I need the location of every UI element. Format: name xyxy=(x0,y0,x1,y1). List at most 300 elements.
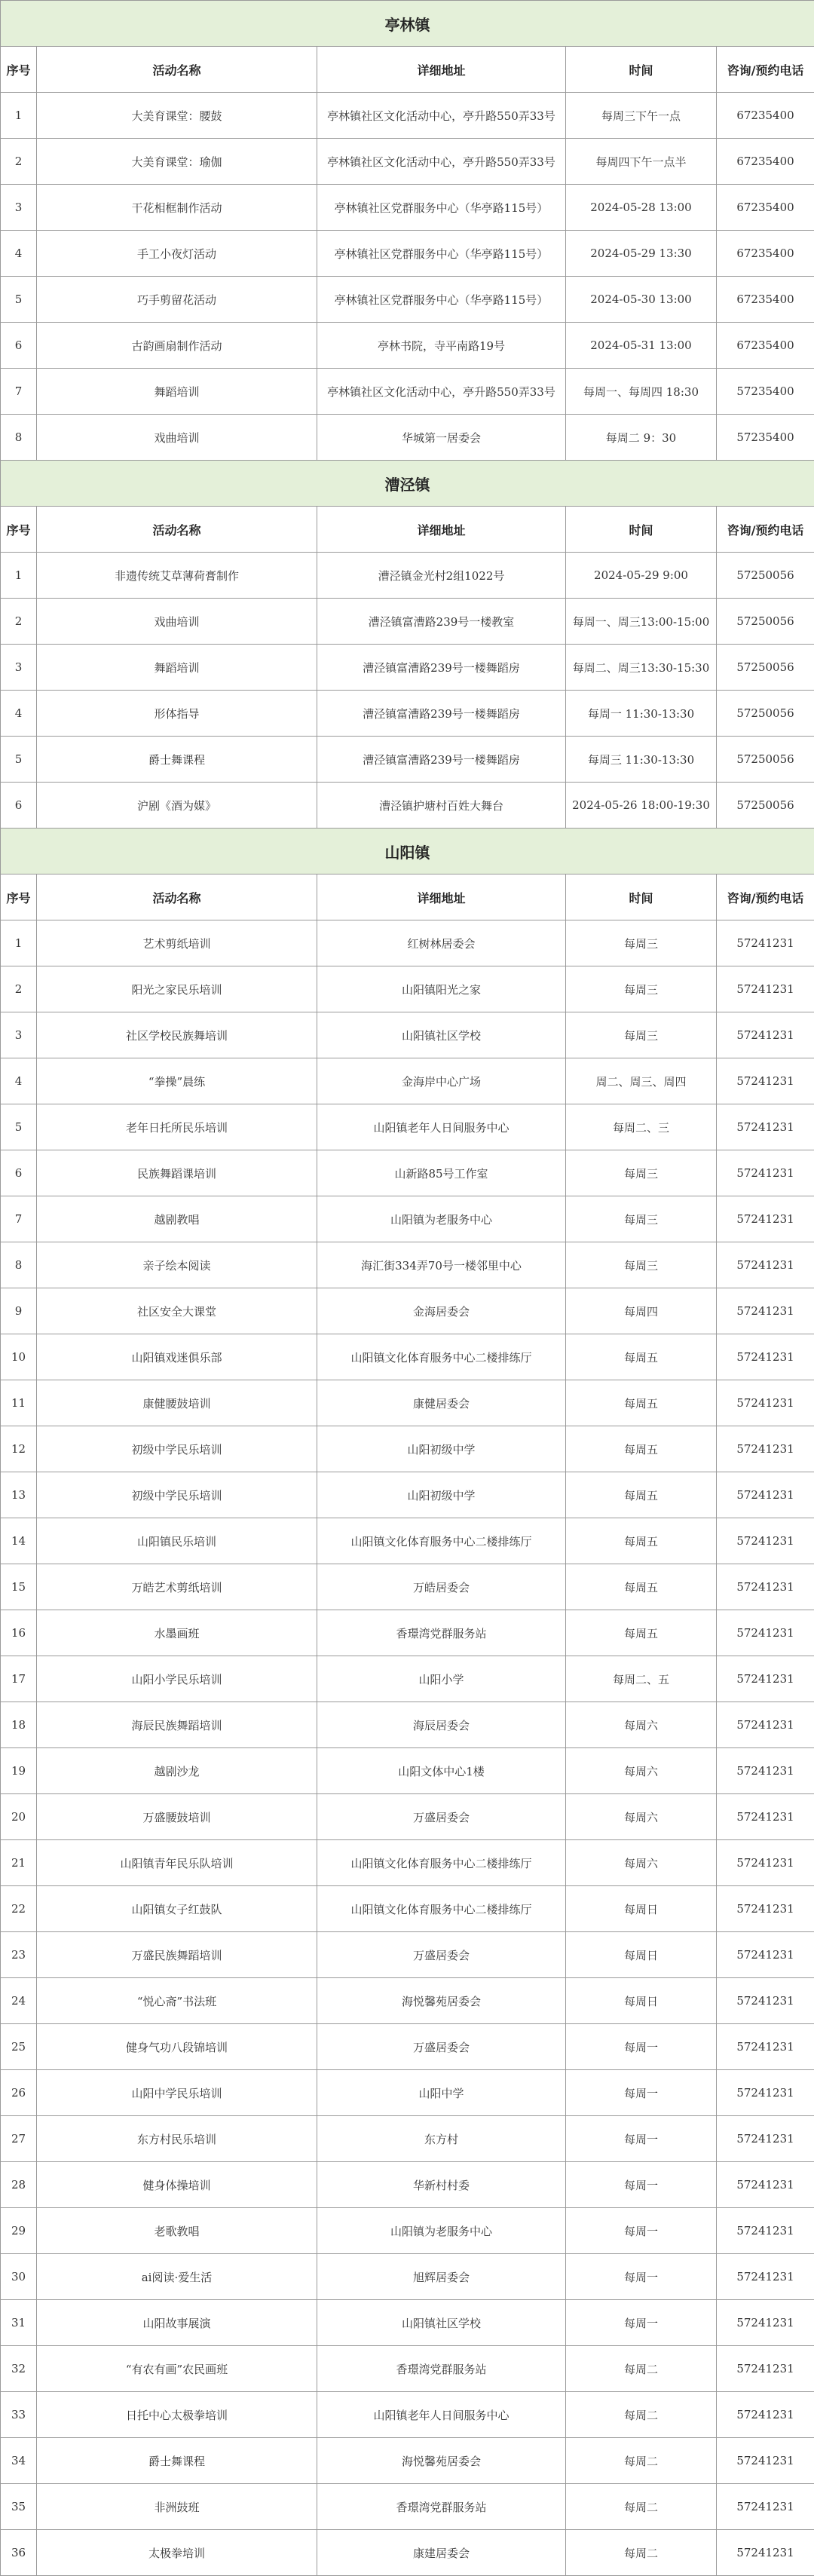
table-row xyxy=(1,1380,814,1426)
cell-phone: 57241231 xyxy=(717,1150,814,1196)
table-row xyxy=(1,2024,814,2070)
cell-address: 山阳小学 xyxy=(317,1656,566,1702)
cell-address: 漕泾镇金光村2组1022号 xyxy=(317,553,566,599)
cell-number: 18 xyxy=(1,1702,37,1748)
cell-number: 1 xyxy=(1,553,37,599)
table-row xyxy=(1,1610,814,1656)
cell-address: 山阳镇文化体育服务中心二楼排练厅 xyxy=(317,1840,566,1886)
cell-activity-name: 东方村民乐培训 xyxy=(37,2116,317,2162)
cell-time: 每周一 11:30-13:30 xyxy=(566,691,717,737)
section-header-row xyxy=(1,1,814,47)
cell-activity-name: 戏曲培训 xyxy=(37,415,317,461)
cell-time: 2024-05-30 13:00 xyxy=(566,277,717,323)
table-row xyxy=(1,1058,814,1104)
table-row xyxy=(1,920,814,966)
cell-activity-name: 健身体操培训 xyxy=(37,2162,317,2208)
table-row xyxy=(1,2484,814,2530)
header-number: 序号 xyxy=(1,874,37,920)
cell-address: 山阳中学 xyxy=(317,2070,566,2116)
table-row xyxy=(1,231,814,277)
cell-phone: 57241231 xyxy=(717,966,814,1012)
cell-number: 26 xyxy=(1,2070,37,2116)
table-row xyxy=(1,1702,814,1748)
cell-time: 每周二、五 xyxy=(566,1656,717,1702)
cell-time: 每周五 xyxy=(566,1610,717,1656)
cell-activity-name: 水墨画班 xyxy=(37,1610,317,1656)
header-activity-name: 活动名称 xyxy=(37,47,317,93)
cell-time: 每周三 xyxy=(566,1150,717,1196)
cell-activity-name: 山阳镇民乐培训 xyxy=(37,1518,317,1564)
cell-number: 28 xyxy=(1,2162,37,2208)
section-title: 亭林镇 xyxy=(1,1,814,47)
cell-number: 4 xyxy=(1,691,37,737)
table-row xyxy=(1,2254,814,2300)
cell-time: 每周五 xyxy=(566,1334,717,1380)
cell-number: 11 xyxy=(1,1380,37,1426)
cell-time: 每周四下午一点半 xyxy=(566,139,717,185)
cell-address: 山阳镇文化体育服务中心二楼排练厅 xyxy=(317,1334,566,1380)
cell-time: 每周三 11:30-13:30 xyxy=(566,737,717,783)
cell-address: 香璟湾党群服务站 xyxy=(317,2346,566,2392)
cell-activity-name: 巧手剪留花活动 xyxy=(37,277,317,323)
cell-activity-name: 形体指导 xyxy=(37,691,317,737)
cell-activity-name: 戏曲培训 xyxy=(37,599,317,645)
cell-phone: 57241231 xyxy=(717,1058,814,1104)
cell-phone: 57250056 xyxy=(717,691,814,737)
table-row xyxy=(1,2346,814,2392)
cell-number: 31 xyxy=(1,2300,37,2346)
section-header-row xyxy=(1,461,814,507)
cell-address: 旭辉居委会 xyxy=(317,2254,566,2300)
cell-address: 山阳镇老年人日间服务中心 xyxy=(317,2392,566,2438)
table-row xyxy=(1,323,814,369)
cell-time: 2024-05-28 13:00 xyxy=(566,185,717,231)
cell-activity-name: 非遗传统艾草薄荷膏制作 xyxy=(37,553,317,599)
cell-activity-name: 山阳中学民乐培训 xyxy=(37,2070,317,2116)
cell-activity-name: 亲子绘本阅读 xyxy=(37,1242,317,1288)
cell-address: 亭林镇社区文化活动中心，亭升路550弄33号 xyxy=(317,93,566,139)
cell-address: 山阳镇老年人日间服务中心 xyxy=(317,1104,566,1150)
cell-address: 亭林镇社区党群服务中心（华亭路115号） xyxy=(317,231,566,277)
table-row xyxy=(1,185,814,231)
cell-address: 山阳文体中心1楼 xyxy=(317,1748,566,1794)
cell-phone: 57241231 xyxy=(717,2346,814,2392)
cell-number: 19 xyxy=(1,1748,37,1794)
cell-address: 亭林镇社区文化活动中心，亭升路550弄33号 xyxy=(317,139,566,185)
cell-phone: 57241231 xyxy=(717,1610,814,1656)
cell-address: 香璟湾党群服务站 xyxy=(317,1610,566,1656)
cell-phone: 67235400 xyxy=(717,139,814,185)
cell-phone: 57241231 xyxy=(717,1794,814,1840)
cell-address: 亭林镇社区文化活动中心，亭升路550弄33号 xyxy=(317,369,566,415)
cell-time: 每周二 9：30 xyxy=(566,415,717,461)
cell-time: 每周日 xyxy=(566,1932,717,1978)
cell-number: 30 xyxy=(1,2254,37,2300)
cell-activity-name: 越剧沙龙 xyxy=(37,1748,317,1794)
cell-time: 2024-05-31 13:00 xyxy=(566,323,717,369)
cell-address: 山阳初级中学 xyxy=(317,1472,566,1518)
cell-number: 5 xyxy=(1,277,37,323)
cell-time: 每周一 xyxy=(566,2208,717,2254)
column-header-row xyxy=(1,47,814,93)
cell-phone: 57241231 xyxy=(717,1104,814,1150)
cell-number: 5 xyxy=(1,1104,37,1150)
cell-number: 8 xyxy=(1,1242,37,1288)
cell-phone: 57241231 xyxy=(717,1288,814,1334)
cell-address: 漕泾镇富漕路239号一楼舞蹈房 xyxy=(317,691,566,737)
cell-time: 每周一 xyxy=(566,2254,717,2300)
cell-time: 每周二 xyxy=(566,2484,717,2530)
cell-time: 每周二 xyxy=(566,2530,717,2576)
table-row xyxy=(1,2392,814,2438)
cell-number: 17 xyxy=(1,1656,37,1702)
cell-activity-name: 舞蹈培训 xyxy=(37,369,317,415)
cell-number: 20 xyxy=(1,1794,37,1840)
cell-number: 33 xyxy=(1,2392,37,2438)
table-row xyxy=(1,1242,814,1288)
cell-address: 万盛居委会 xyxy=(317,2024,566,2070)
header-activity-name: 活动名称 xyxy=(37,874,317,920)
section-header-row xyxy=(1,829,814,874)
cell-phone: 57241231 xyxy=(717,1564,814,1610)
table-row xyxy=(1,277,814,323)
cell-time: 每周六 xyxy=(566,1702,717,1748)
cell-activity-name: 大美育课堂：瑜伽 xyxy=(37,139,317,185)
table-row xyxy=(1,645,814,691)
cell-phone: 57241231 xyxy=(717,1380,814,1426)
cell-time: 每周三 xyxy=(566,1242,717,1288)
cell-time: 每周日 xyxy=(566,1886,717,1932)
cell-number: 3 xyxy=(1,645,37,691)
cell-time: 每周二、三 xyxy=(566,1104,717,1150)
cell-activity-name: 康健腰鼓培训 xyxy=(37,1380,317,1426)
cell-activity-name: 山阳故事展演 xyxy=(37,2300,317,2346)
cell-phone: 57241231 xyxy=(717,1932,814,1978)
table-row xyxy=(1,1932,814,1978)
table-row xyxy=(1,1012,814,1058)
cell-time: 每周三 xyxy=(566,966,717,1012)
table-row xyxy=(1,1472,814,1518)
cell-time: 每周五 xyxy=(566,1564,717,1610)
cell-number: 3 xyxy=(1,185,37,231)
table-row xyxy=(1,2438,814,2484)
cell-activity-name: “悦心斋”书法班 xyxy=(37,1978,317,2024)
cell-phone: 57241231 xyxy=(717,1334,814,1380)
cell-time: 每周二、周三13:30-15:30 xyxy=(566,645,717,691)
cell-number: 9 xyxy=(1,1288,37,1334)
cell-phone: 57241231 xyxy=(717,2392,814,2438)
cell-time: 2024-05-29 9:00 xyxy=(566,553,717,599)
cell-number: 36 xyxy=(1,2530,37,2576)
cell-activity-name: ai阅读·爱生活 xyxy=(37,2254,317,2300)
table-row xyxy=(1,1564,814,1610)
cell-address: 华新村村委 xyxy=(317,2162,566,2208)
cell-address: 山阳初级中学 xyxy=(317,1426,566,1472)
table-row xyxy=(1,415,814,461)
cell-activity-name: 老年日托所民乐培训 xyxy=(37,1104,317,1150)
header-address: 详细地址 xyxy=(317,507,566,553)
header-number: 序号 xyxy=(1,47,37,93)
cell-activity-name: 非洲鼓班 xyxy=(37,2484,317,2530)
cell-address: 山阳镇为老服务中心 xyxy=(317,1196,566,1242)
header-phone: 咨询/预约电话 xyxy=(717,874,814,920)
cell-phone: 57241231 xyxy=(717,920,814,966)
table-row xyxy=(1,1886,814,1932)
cell-address: 漕泾镇富漕路239号一楼舞蹈房 xyxy=(317,737,566,783)
cell-phone: 57241231 xyxy=(717,2070,814,2116)
header-phone: 咨询/预约电话 xyxy=(717,507,814,553)
cell-number: 21 xyxy=(1,1840,37,1886)
table-row xyxy=(1,1518,814,1564)
cell-time: 每周三 xyxy=(566,1196,717,1242)
cell-address: 漕泾镇富漕路239号一楼舞蹈房 xyxy=(317,645,566,691)
cell-phone: 57241231 xyxy=(717,1196,814,1242)
cell-address: 亭林镇社区党群服务中心（华亭路115号） xyxy=(317,185,566,231)
cell-phone: 57241231 xyxy=(717,2530,814,2576)
cell-activity-name: 万盛民族舞蹈培训 xyxy=(37,1932,317,1978)
cell-address: 漕泾镇护塘村百姓大舞台 xyxy=(317,783,566,829)
cell-address: 山阳镇为老服务中心 xyxy=(317,2208,566,2254)
cell-address: 香璟湾党群服务站 xyxy=(317,2484,566,2530)
table-row xyxy=(1,1840,814,1886)
cell-activity-name: 爵士舞课程 xyxy=(37,2438,317,2484)
cell-time: 每周六 xyxy=(566,1794,717,1840)
cell-phone: 67235400 xyxy=(717,323,814,369)
cell-activity-name: 古韵画扇制作活动 xyxy=(37,323,317,369)
cell-address: 山阳镇文化体育服务中心二楼排练厅 xyxy=(317,1886,566,1932)
cell-phone: 57241231 xyxy=(717,1978,814,2024)
cell-activity-name: 万盛腰鼓培训 xyxy=(37,1794,317,1840)
cell-address: 金海岸中心广场 xyxy=(317,1058,566,1104)
cell-activity-name: 民族舞蹈课培训 xyxy=(37,1150,317,1196)
table-row xyxy=(1,93,814,139)
cell-time: 每周二 xyxy=(566,2392,717,2438)
cell-activity-name: 山阳镇青年民乐队培训 xyxy=(37,1840,317,1886)
table-row xyxy=(1,737,814,783)
cell-time: 每周六 xyxy=(566,1748,717,1794)
cell-phone: 57241231 xyxy=(717,1242,814,1288)
cell-activity-name: 万皓艺术剪纸培训 xyxy=(37,1564,317,1610)
cell-phone: 57250056 xyxy=(717,553,814,599)
cell-address: 山新路85号工作室 xyxy=(317,1150,566,1196)
cell-address: 金海居委会 xyxy=(317,1288,566,1334)
cell-address: 山阳镇文化体育服务中心二楼排练厅 xyxy=(317,1518,566,1564)
cell-address: 海汇街334弄70号一楼邻里中心 xyxy=(317,1242,566,1288)
cell-phone: 57241231 xyxy=(717,1840,814,1886)
cell-phone: 67235400 xyxy=(717,93,814,139)
cell-address: 亭林书院，寺平南路19号 xyxy=(317,323,566,369)
cell-address: 山阳镇社区学校 xyxy=(317,1012,566,1058)
cell-phone: 57241231 xyxy=(717,1702,814,1748)
cell-address: 万盛居委会 xyxy=(317,1932,566,1978)
cell-number: 32 xyxy=(1,2346,37,2392)
section-title: 漕泾镇 xyxy=(1,461,814,507)
cell-activity-name: 舞蹈培训 xyxy=(37,645,317,691)
table-row xyxy=(1,1196,814,1242)
cell-number: 22 xyxy=(1,1886,37,1932)
table-row xyxy=(1,2208,814,2254)
cell-number: 27 xyxy=(1,2116,37,2162)
cell-phone: 57250056 xyxy=(717,599,814,645)
header-time: 时间 xyxy=(566,507,717,553)
cell-time: 每周一、周三13:00-15:00 xyxy=(566,599,717,645)
cell-number: 1 xyxy=(1,920,37,966)
cell-address: 红树林居委会 xyxy=(317,920,566,966)
cell-activity-name: 日托中心太极拳培训 xyxy=(37,2392,317,2438)
cell-address: 万皓居委会 xyxy=(317,1564,566,1610)
header-time: 时间 xyxy=(566,47,717,93)
cell-address: 康健居委会 xyxy=(317,1380,566,1426)
cell-number: 7 xyxy=(1,1196,37,1242)
cell-time: 每周一 xyxy=(566,2116,717,2162)
cell-address: 海悦馨苑居委会 xyxy=(317,1978,566,2024)
cell-activity-name: 社区安全大课堂 xyxy=(37,1288,317,1334)
header-activity-name: 活动名称 xyxy=(37,507,317,553)
cell-phone: 67235400 xyxy=(717,185,814,231)
cell-number: 5 xyxy=(1,737,37,783)
cell-phone: 57241231 xyxy=(717,1012,814,1058)
table-row xyxy=(1,369,814,415)
cell-number: 14 xyxy=(1,1518,37,1564)
cell-activity-name: 初级中学民乐培训 xyxy=(37,1426,317,1472)
table-row xyxy=(1,1656,814,1702)
cell-activity-name: 初级中学民乐培训 xyxy=(37,1472,317,1518)
cell-address: 山阳镇社区学校 xyxy=(317,2300,566,2346)
cell-number: 25 xyxy=(1,2024,37,2070)
cell-number: 3 xyxy=(1,1012,37,1058)
cell-address: 海悦馨苑居委会 xyxy=(317,2438,566,2484)
cell-number: 16 xyxy=(1,1610,37,1656)
cell-activity-name: 手工小夜灯活动 xyxy=(37,231,317,277)
cell-time: 2024-05-26 18:00-19:30 xyxy=(566,783,717,829)
cell-activity-name: 干花相框制作活动 xyxy=(37,185,317,231)
cell-activity-name: 山阳小学民乐培训 xyxy=(37,1656,317,1702)
cell-phone: 57241231 xyxy=(717,1426,814,1472)
cell-time: 每周日 xyxy=(566,1978,717,2024)
cell-time: 每周二 xyxy=(566,2438,717,2484)
cell-number: 4 xyxy=(1,1058,37,1104)
cell-number: 1 xyxy=(1,93,37,139)
cell-time: 每周三下午一点 xyxy=(566,93,717,139)
cell-phone: 67235400 xyxy=(717,277,814,323)
cell-phone: 57241231 xyxy=(717,2300,814,2346)
table-row xyxy=(1,553,814,599)
cell-number: 2 xyxy=(1,966,37,1012)
cell-time: 每周四 xyxy=(566,1288,717,1334)
cell-address: 漕泾镇富漕路239号一楼教室 xyxy=(317,599,566,645)
cell-number: 8 xyxy=(1,415,37,461)
header-address: 详细地址 xyxy=(317,47,566,93)
cell-phone: 57241231 xyxy=(717,1748,814,1794)
cell-number: 6 xyxy=(1,783,37,829)
cell-time: 每周三 xyxy=(566,920,717,966)
cell-number: 4 xyxy=(1,231,37,277)
cell-time: 每周一 xyxy=(566,2070,717,2116)
cell-activity-name: “有农有画”农民画班 xyxy=(37,2346,317,2392)
cell-address: 山阳镇阳光之家 xyxy=(317,966,566,1012)
cell-activity-name: 健身气功八段锦培训 xyxy=(37,2024,317,2070)
cell-time: 每周五 xyxy=(566,1518,717,1564)
cell-activity-name: 太极拳培训 xyxy=(37,2530,317,2576)
cell-time: 每周一 xyxy=(566,2300,717,2346)
table-row xyxy=(1,783,814,829)
cell-number: 6 xyxy=(1,1150,37,1196)
cell-time: 每周五 xyxy=(566,1380,717,1426)
table-row xyxy=(1,1104,814,1150)
cell-phone: 57241231 xyxy=(717,2116,814,2162)
cell-time: 每周一 xyxy=(566,2162,717,2208)
table-row xyxy=(1,2300,814,2346)
cell-time: 每周一、每周四 18:30 xyxy=(566,369,717,415)
table-row xyxy=(1,1794,814,1840)
cell-phone: 57241231 xyxy=(717,1656,814,1702)
cell-phone: 57241231 xyxy=(717,2254,814,2300)
section-title: 山阳镇 xyxy=(1,829,814,874)
table-row xyxy=(1,2070,814,2116)
table-row xyxy=(1,691,814,737)
cell-address: 华城第一居委会 xyxy=(317,415,566,461)
header-address: 详细地址 xyxy=(317,874,566,920)
header-time: 时间 xyxy=(566,874,717,920)
table-row xyxy=(1,966,814,1012)
cell-phone: 57250056 xyxy=(717,737,814,783)
cell-activity-name: “拳操”晨练 xyxy=(37,1058,317,1104)
cell-number: 15 xyxy=(1,1564,37,1610)
table-row xyxy=(1,139,814,185)
table-body xyxy=(1,1,814,2576)
cell-phone: 57241231 xyxy=(717,2162,814,2208)
cell-number: 6 xyxy=(1,323,37,369)
cell-activity-name: 越剧教唱 xyxy=(37,1196,317,1242)
cell-time: 每周一 xyxy=(566,2024,717,2070)
cell-activity-name: 海辰民族舞蹈培训 xyxy=(37,1702,317,1748)
cell-activity-name: 老歌教唱 xyxy=(37,2208,317,2254)
cell-phone: 57241231 xyxy=(717,1518,814,1564)
cell-phone: 57241231 xyxy=(717,1472,814,1518)
cell-phone: 57250056 xyxy=(717,645,814,691)
cell-time: 每周六 xyxy=(566,1840,717,1886)
cell-time: 每周五 xyxy=(566,1472,717,1518)
cell-number: 12 xyxy=(1,1426,37,1472)
cell-number: 2 xyxy=(1,139,37,185)
cell-time: 每周二 xyxy=(566,2346,717,2392)
cell-number: 24 xyxy=(1,1978,37,2024)
cell-phone: 57241231 xyxy=(717,2208,814,2254)
cell-number: 2 xyxy=(1,599,37,645)
table-row xyxy=(1,2116,814,2162)
cell-activity-name: 山阳镇戏迷俱乐部 xyxy=(37,1334,317,1380)
cell-phone: 57241231 xyxy=(717,2484,814,2530)
cell-address: 东方村 xyxy=(317,2116,566,2162)
cell-activity-name: 大美育课堂：腰鼓 xyxy=(37,93,317,139)
cell-phone: 57241231 xyxy=(717,2024,814,2070)
table-row xyxy=(1,2530,814,2576)
table-row xyxy=(1,1334,814,1380)
cell-number: 7 xyxy=(1,369,37,415)
cell-activity-name: 山阳镇女子红鼓队 xyxy=(37,1886,317,1932)
header-phone: 咨询/预约电话 xyxy=(717,47,814,93)
cell-phone: 67235400 xyxy=(717,231,814,277)
table-row xyxy=(1,1978,814,2024)
cell-time: 每周三 xyxy=(566,1012,717,1058)
cell-address: 康建居委会 xyxy=(317,2530,566,2576)
cell-address: 亭林镇社区党群服务中心（华亭路115号） xyxy=(317,277,566,323)
cell-time: 2024-05-29 13:30 xyxy=(566,231,717,277)
cell-number: 13 xyxy=(1,1472,37,1518)
cell-phone: 57241231 xyxy=(717,2438,814,2484)
cell-activity-name: 爵士舞课程 xyxy=(37,737,317,783)
cell-number: 10 xyxy=(1,1334,37,1380)
